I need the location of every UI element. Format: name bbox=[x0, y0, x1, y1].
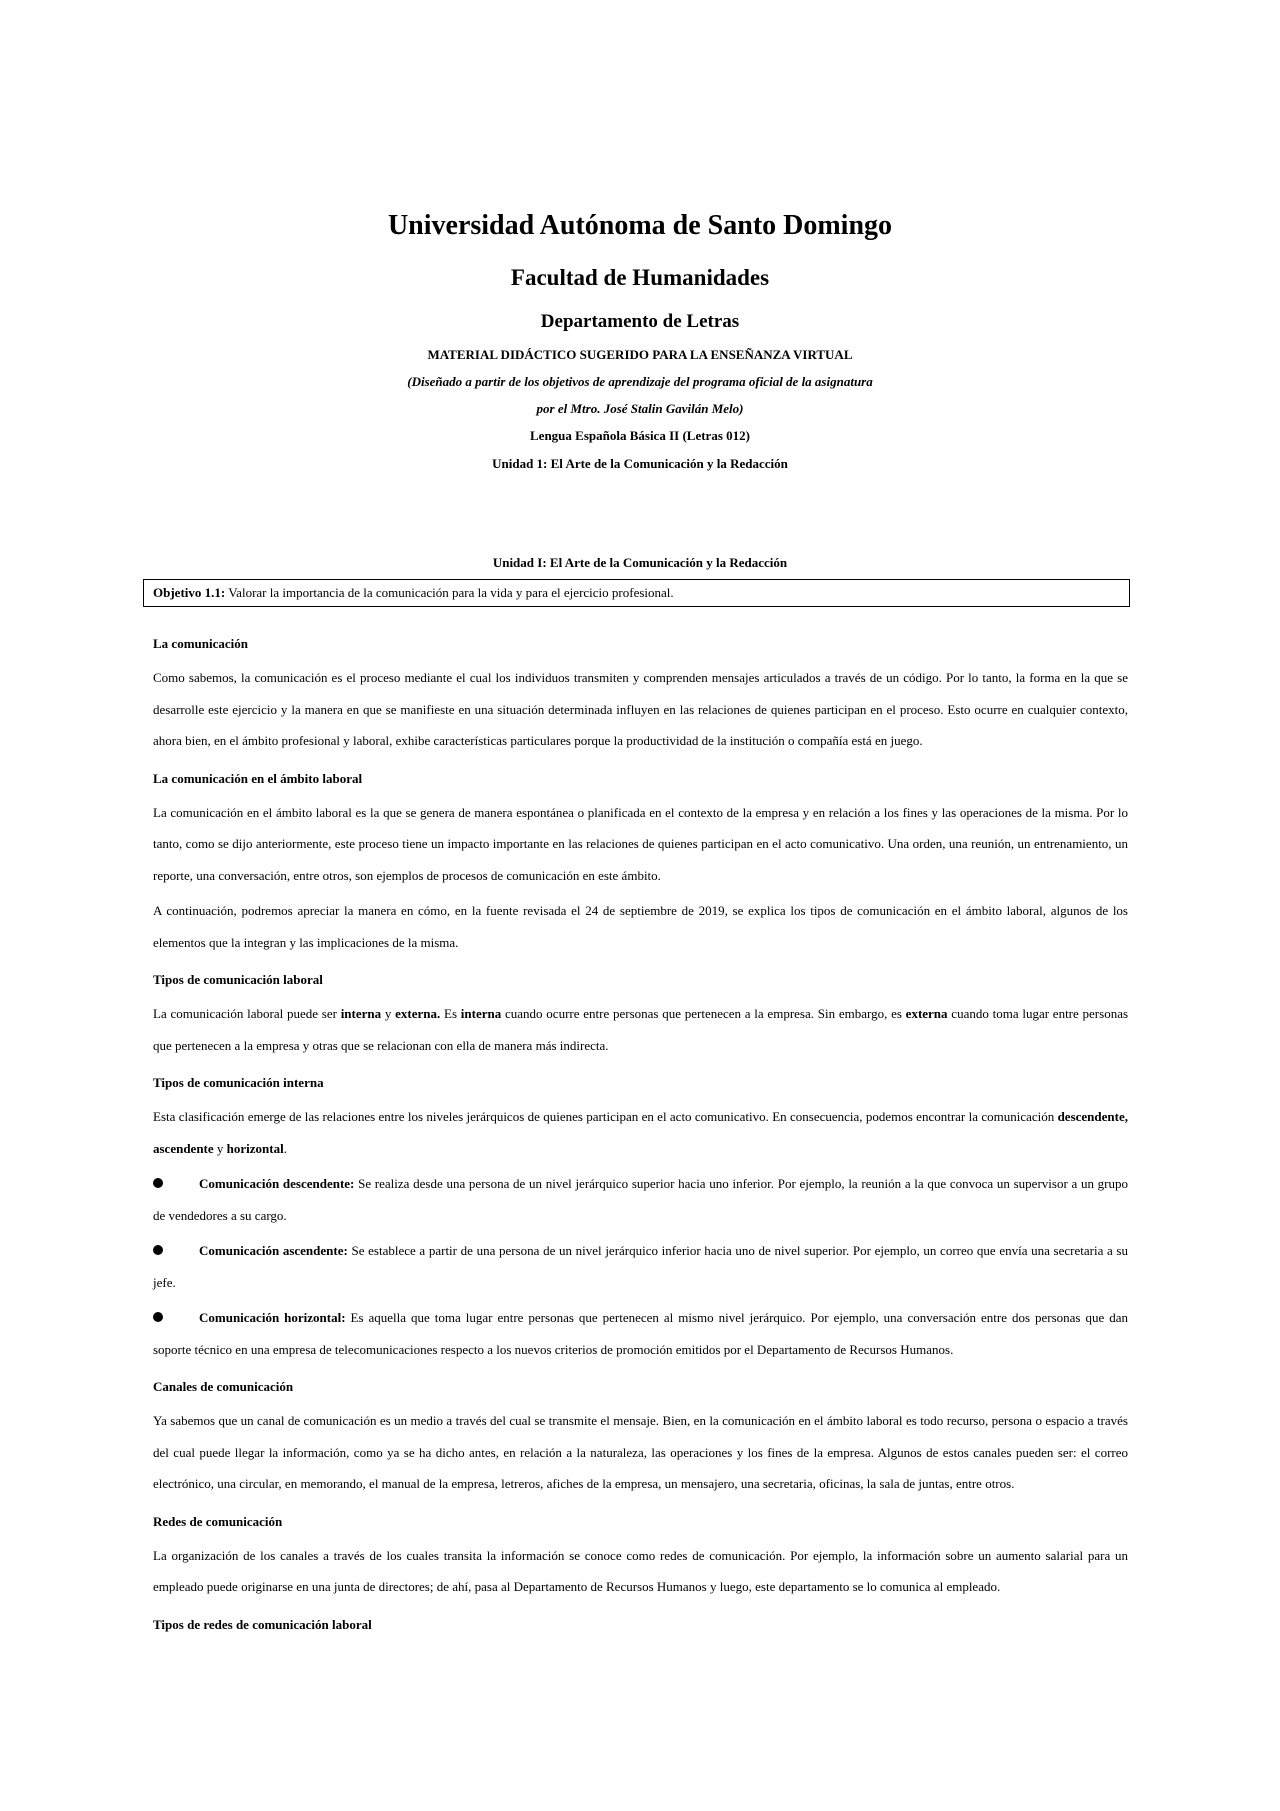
text-run: y bbox=[213, 1140, 227, 1156]
paragraph-tipos-laboral bbox=[153, 998, 1128, 1061]
text-run: y bbox=[381, 1006, 396, 1021]
text-run: cuando ocurre entre personas que pertenecen a la empresa. Sin embargo, es bbox=[501, 1006, 906, 1021]
paragraph-redes: La organización de los canales a través de los cuales transita la información se conoce como redes de comunicación. Por ejemplo, la información sobre un aumento salarial para un empleado puede originarse en una junta de directores; de ahí, pasa al Departamento de Recursos Humanos y luego, este departamento se lo comunica al empleado. bbox=[153, 1547, 1128, 1594]
section-title: Unidad I: El Arte de la Comunicación y la Redacción bbox=[492, 555, 788, 570]
text-run: . bbox=[283, 1140, 287, 1156]
bullet-icon bbox=[153, 1312, 163, 1322]
bullet-body: Se realiza desde una persona de un nivel jerárquico superior hacia uno inferior. Por ejemplo, la reunión a la que convoca un supervisor a un grupo de vendedores a su cargo. bbox=[153, 1176, 1128, 1223]
paragraph-comunicacion: Como sabemos, la comunicación es el proceso mediante el cual los individuos transmiten y comprenden mensajes articulados a través de un código. Por lo tanto, la forma en la que se desarrolle este ejercicio y la manera en que se manifieste en una situación determinada influyen en las relaciones de quienes participan en el proceso. Esto ocurre en cualquier contexto, ahora bien, en el ámbito profesional y laboral, exhibe características particulares porque la productividad de la institución o compañía está en juego. bbox=[153, 670, 1128, 748]
bullet-label: Comunicación horizontal: bbox=[199, 1310, 346, 1325]
bold-run: interna bbox=[460, 1006, 502, 1021]
bullet-icon bbox=[153, 1245, 163, 1255]
heading-canales: Canales de comunicación bbox=[153, 1379, 294, 1394]
bold-run: externa. bbox=[395, 1006, 441, 1021]
bold-run: externa bbox=[905, 1006, 948, 1021]
bullet-text bbox=[153, 1168, 1128, 1231]
bold-run: horizontal bbox=[226, 1140, 284, 1156]
designed-line-1: (Diseñado a partir de los objetivos de aprendizaje del programa oficial de la asignatura bbox=[407, 374, 873, 389]
heading-tipos-laboral: Tipos de comunicación laboral bbox=[153, 972, 323, 987]
heading-redes: Redes de comunicación bbox=[153, 1513, 283, 1529]
paragraph-tipos-interna bbox=[153, 1101, 1128, 1164]
bold-run: descendente, ascendente bbox=[153, 1109, 1128, 1156]
paragraph-ambito-1: La comunicación en el ámbito laboral es la que se genera de manera espontánea o planificada en el contexto de la empresa y en relación a los fines y las operaciones de la misma. Por lo tanto, como se dijo anteriormente, este proceso tiene un impacto importante en las relaciones de quienes participan en el acto comunicativo. Una orden, una reunión, un entrenamiento, un reporte, una conversación, entre otros, son ejemplos de procesos de comunicación en este ámbito. bbox=[153, 804, 1128, 883]
department-title: Departamento de Letras bbox=[540, 311, 740, 332]
list-item bbox=[153, 1235, 1128, 1298]
bullet-label: Comunicación ascendente: bbox=[199, 1243, 348, 1258]
bullet-icon bbox=[153, 1178, 163, 1188]
bullet-label: Comunicación descendente: bbox=[199, 1176, 355, 1191]
objective-text: Valorar la importancia de la comunicación para la vida y para el ejercicio profesional. bbox=[225, 585, 674, 600]
faculty-title: Facultad de Humanidades bbox=[510, 265, 770, 290]
university-title: Universidad Autónoma de Santo Domingo bbox=[387, 210, 893, 241]
unit-title: Unidad 1: El Arte de la Comunicación y la Redacción bbox=[492, 456, 788, 471]
bullet-body: Se establece a partir de una persona de un nivel jerárquico inferior hacia uno de nivel superior. Por ejemplo, un correo que envía una secretaria a su jefe. bbox=[153, 1243, 1128, 1290]
heading-tipos-interna: Tipos de comunicación interna bbox=[153, 1075, 324, 1090]
heading-comunicacion: La comunicación bbox=[153, 636, 248, 651]
text-run: Esta clasificación emerge de las relaciones entre los niveles jerárquicos de quienes participan en el acto comunicativo. En consecuencia, podemos encontrar la comunicación bbox=[153, 1109, 1058, 1124]
list-item bbox=[153, 1168, 1128, 1231]
heading-tipos-redes: Tipos de redes de comunicación laboral bbox=[153, 1616, 372, 1632]
objective-box bbox=[143, 579, 1130, 607]
paragraph-ambito-2: A continuación, podremos apreciar la manera en cómo, en la fuente revisada el 24 de septiembre de 2019, se explica los tipos de comunicación en el ámbito laboral, algunos de los elementos que la integran y las implicaciones de la misma. bbox=[153, 903, 1128, 950]
course-title: Lengua Española Básica II (Letras 012) bbox=[530, 428, 750, 443]
list-item bbox=[153, 1302, 1128, 1365]
objective-label: Objetivo 1.1: bbox=[153, 585, 226, 600]
paragraph-canales: Ya sabemos que un canal de comunicación es un medio a través del cual se transmite el mensaje. Bien, en la comunicación en el ámbito laboral es todo recurso, persona o espacio a través del cual puede llegar la información, como ya se ha dicho antes, en relación a la naturaleza, las operaciones y los fines de la empresa. Algunos de estos canales pueden ser: el correo electrónico, una circular, en memorando, el manual de la empresa, letreros, afiches de la empresa, un mensajero, una secretaria, oficinas, la sala de juntas, entre otros. bbox=[153, 1413, 1128, 1491]
material-title: MATERIAL DIDÁCTICO SUGERIDO PARA LA ENSEÑANZA VIRTUAL bbox=[427, 347, 853, 362]
text-run: La comunicación laboral puede ser bbox=[153, 1006, 341, 1021]
bold-run: interna bbox=[340, 1006, 382, 1021]
bullet-text bbox=[153, 1235, 1128, 1298]
text-run: cuando toma lugar entre personas que pertenecen a la empresa y otras que se relacionan con ella de manera más indirecta. bbox=[153, 1006, 1129, 1053]
bullet-text bbox=[153, 1302, 1128, 1365]
text-run: Es bbox=[440, 1006, 461, 1021]
document-body bbox=[153, 626, 1128, 1643]
bullet-body: Es aquella que toma lugar entre personas que pertenecen al mismo nivel jerárquico. Por ejemplo, una conversación entre dos personas que dan soporte técnico en una empresa de telecomunicaciones respecto a los nuevos criterios de promoción emitidos por el Departamento de Recursos Humanos. bbox=[153, 1310, 1128, 1357]
heading-ambito-laboral: La comunicación en el ámbito laboral bbox=[153, 770, 363, 786]
designed-line-2: por el Mtro. José Stalin Gavilán Melo) bbox=[536, 401, 744, 416]
